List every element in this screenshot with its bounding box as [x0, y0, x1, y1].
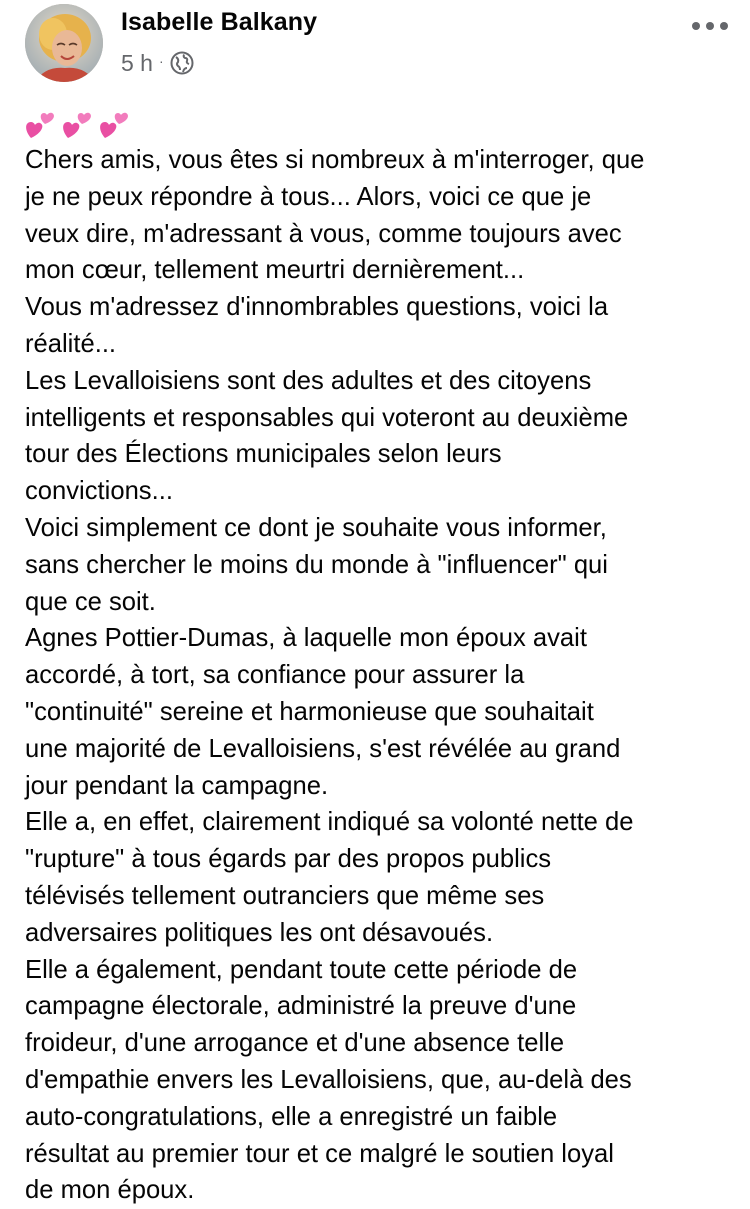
two-hearts-icon — [25, 108, 57, 140]
text-line: réalité... — [25, 329, 117, 358]
text-line: Elle a également, pendant toute cette période de — [25, 955, 578, 984]
text-line: auto-congratulations, elle a enregistré un faible — [25, 1102, 558, 1131]
more-options-icon — [692, 22, 700, 30]
text-line: tour des Élections municipales selon leurs — [25, 440, 502, 469]
text-line: jour pendant la campagne. — [25, 771, 329, 800]
text-line: Agnes Pottier-Dumas, à laquelle mon époux avait — [25, 624, 587, 653]
text-line: une majorité de Levalloisiens, s'est révélée au grand — [25, 734, 621, 763]
text-line: campagne électorale, administré la preuve d'une — [25, 992, 577, 1021]
text-line: "rupture" à tous égards par des propos publics — [25, 845, 552, 874]
text-line: résultat au premier tour et ce malgré le soutien loyal — [25, 1139, 614, 1168]
meta-separator: · — [158, 53, 164, 69]
post-text — [25, 100, 745, 1209]
text-line: Vous m'adressez d'innombrables questions, voici la — [25, 293, 609, 322]
avatar[interactable] — [25, 4, 103, 82]
text-line: intelligents et responsables qui voteront au deuxième — [25, 403, 629, 432]
more-options-icon-dot — [720, 22, 728, 30]
text-line: veux dire, m'adressant à vous, comme toujours avec — [25, 219, 622, 248]
text-line: Voici simplement ce dont je souhaite vous informer, — [25, 513, 607, 542]
text-line: mon cœur, tellement meurtri dernièrement... — [25, 256, 525, 285]
text-line: de mon époux. — [25, 1176, 195, 1205]
two-hearts-icon — [99, 108, 131, 140]
more-options-icon-dot — [706, 22, 714, 30]
text-line: adversaires politiques les ont désavoués. — [25, 918, 494, 947]
text-line: télévisés tellement outranciers que même ses — [25, 881, 545, 910]
post-header — [0, 0, 750, 100]
globe-icon[interactable] — [170, 51, 194, 75]
text-line: "continuité" sereine et harmonieuse que souhaitait — [25, 697, 594, 726]
two-hearts-icon — [62, 108, 94, 140]
text-line: je ne peux répondre à tous... Alors, voici ce que je — [25, 182, 592, 211]
avatar-photo — [25, 4, 103, 82]
text-line: sans chercher le moins du monde à "influencer" qui — [25, 550, 608, 579]
author-name[interactable]: Isabelle Balkany — [121, 8, 318, 36]
text-line: que ce soit. — [25, 587, 156, 616]
more-options-button[interactable] — [692, 16, 728, 36]
post-meta — [121, 48, 194, 78]
text-line: froideur, d'une arrogance et d'une absence telle — [25, 1029, 565, 1058]
text-line: convictions... — [25, 477, 173, 506]
text-line: Chers amis, vous êtes si nombreux à m'interroger, que — [25, 146, 645, 174]
text-line: Elle a, en effet, clairement indiqué sa volonté nette de — [25, 808, 634, 837]
text-line: d'empathie envers les Levalloisiens, que, au-delà des — [25, 1065, 632, 1094]
text-line: accordé, à tort, sa confiance pour assurer la — [25, 661, 525, 690]
emoji-row — [25, 100, 745, 142]
text-line: Les Levalloisiens sont des adultes et des citoyens — [25, 366, 592, 395]
post-timestamp[interactable]: 5 h — [121, 49, 153, 76]
